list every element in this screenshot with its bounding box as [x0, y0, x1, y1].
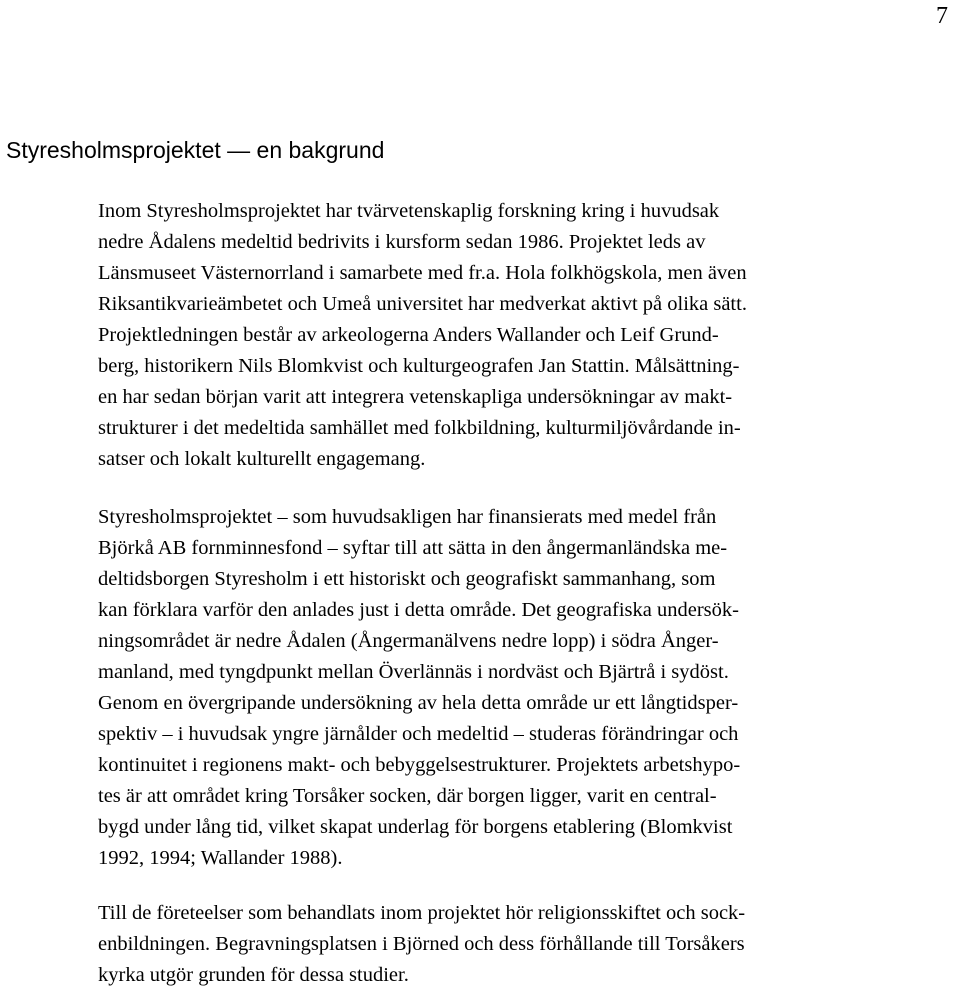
paragraph-project-aim	[98, 502, 958, 874]
text-line: tes är att området kring Torsåker socken, där borgen ligger, varit en central-	[98, 785, 717, 807]
paragraph-intro	[98, 196, 958, 475]
text-line: 1992, 1994; Wallander 1988).	[98, 847, 343, 869]
text-line: Björkå AB fornminnesfond – syftar till att sätta in den ångermanländska me-	[98, 537, 728, 559]
text-line: kyrka utgör grunden för dessa studier.	[98, 964, 409, 986]
text-line: berg, historikern Nils Blomkvist och kulturgeografen Jan Stattin. Målsättning-	[98, 355, 740, 377]
text-line: bygd under lång tid, vilket skapat underlag för borgens etablering (Blomkvist	[98, 816, 733, 838]
text-line: en har sedan början varit att integrera vetenskapliga undersökningar av makt-	[98, 386, 733, 408]
text-line: manland, med tyngdpunkt mellan Överlännäs i nordväst och Bjärtrå i sydöst.	[98, 661, 729, 683]
text-line: satser och lokalt kulturellt engagemang.	[98, 448, 426, 470]
text-line: Projektledningen består av arkeologerna Anders Wallander och Leif Grund-	[98, 324, 719, 346]
text-line: Inom Styresholmsprojektet har tvärvetenskaplig forskning kring i huvudsak	[98, 200, 720, 222]
text-line: Styresholmsprojektet – som huvudsakligen har finansierats med medel från	[98, 506, 717, 528]
text-line: ningsområdet är nedre Ådalen (Ångermanälvens nedre lopp) i södra Ånger-	[98, 630, 719, 652]
text-line: nedre Ådalens medeltid bedrivits i kursform sedan 1986. Projektet leds av	[98, 231, 706, 253]
text-line: enbildningen. Begravningsplatsen i Björned och dess förhållande till Torsåkers	[98, 933, 745, 955]
text-line: deltidsborgen Styresholm i ett historiskt och geografiskt sammanhang, som	[98, 568, 716, 590]
text-line: Länsmuseet Västernorrland i samarbete med fr.a. Hola folkhögskola, men även	[98, 262, 747, 284]
text-line: Genom en övergripande undersökning av hela detta område ur ett långtidsper-	[98, 692, 739, 714]
text-line: strukturer i det medeltida samhället med folkbildning, kulturmiljövårdande in-	[98, 417, 741, 439]
paragraph-studies	[98, 898, 958, 991]
text-line: spektiv – i huvudsak yngre järnålder och medeltid – studeras förändringar och	[98, 723, 739, 745]
page-number: 7	[936, 3, 948, 29]
text-line: kontinuitet i regionens makt- och bebyggelsestrukturer. Projektets arbetshypo-	[98, 754, 741, 776]
text-line: Riksantikvarieämbetet och Umeå universitet har medverkat aktivt på olika sätt.	[98, 293, 747, 315]
section-heading: Styresholmsprojektet — en bakgrund	[6, 137, 385, 163]
text-line: Till de företeelser som behandlats inom projektet hör religionsskiftet och sock-	[98, 902, 746, 924]
text-line: kan förklara varför den anlades just i detta område. Det geografiska undersök-	[98, 599, 739, 621]
